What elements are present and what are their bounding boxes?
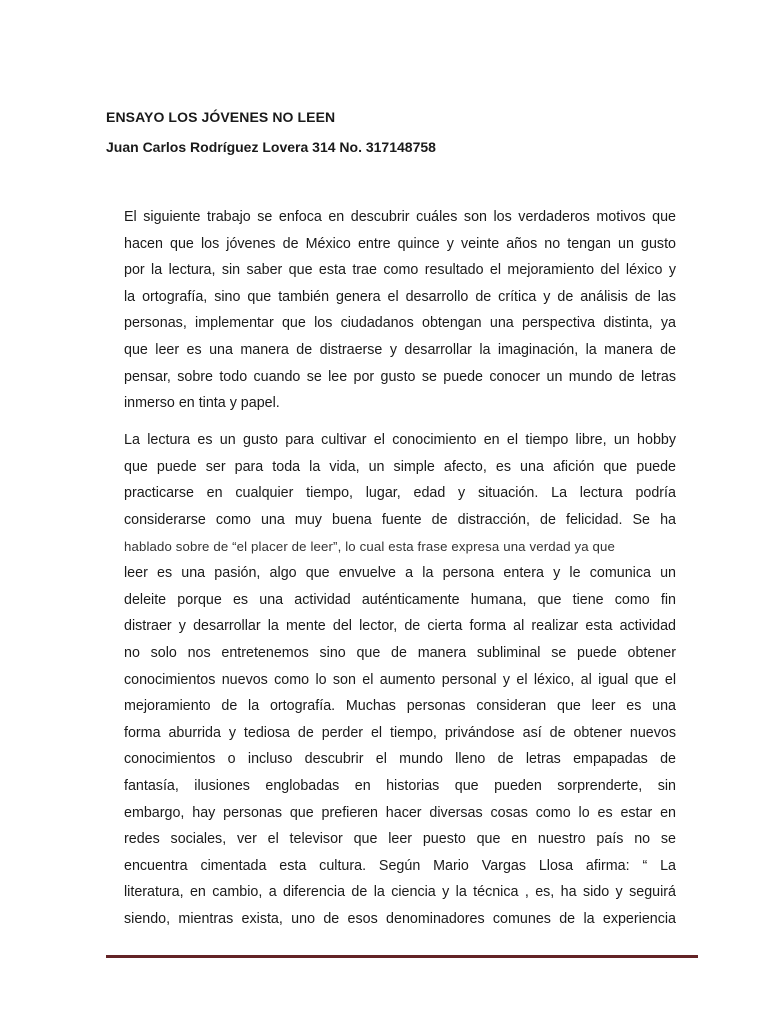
- paragraph-line: la ortografía, sino que también genera el desarrollo de crítica y de análisis de las: [124, 288, 676, 305]
- paragraph-line: practicarse en cualquier tiempo, lugar, edad y situación. La lectura podría: [124, 485, 676, 502]
- paragraph-line: embargo, hay personas que prefieren hacer diversas cosas como lo es estar en: [124, 804, 676, 821]
- paragraph-line: fantasía, ilusiones englobadas en historias que pueden sorprenderte, sin: [124, 777, 676, 794]
- paragraph-line: inmerso en tinta y papel.: [124, 395, 280, 412]
- paragraph-line: leer es una pasión, algo que envuelve a la persona entera y le comunica un: [124, 565, 676, 582]
- paragraph-line: El siguiente trabajo se enfoca en descubrir cuáles son los verdaderos motivos que: [124, 209, 676, 225]
- footer-rule: [106, 955, 698, 958]
- paragraph-line: redes sociales, ver el televisor que leer puesto que en nuestro país no se: [124, 831, 676, 848]
- paragraph-line: que leer es una manera de distraerse y desarrollar la imaginación, la manera de: [124, 341, 676, 358]
- paragraph-line: pensar, sobre todo cuando se lee por gusto se puede conocer un mundo de letras: [124, 368, 676, 385]
- paragraph-line: literatura, en cambio, a diferencia de la ciencia y la técnica , es, ha sido y seguirá: [124, 884, 676, 901]
- author-line: Juan Carlos Rodríguez Lovera 314 No. 317148758: [106, 139, 436, 155]
- paragraph-line: distraer y desarrollar la mente del lector, de cierta forma al realizar esta actividad: [124, 618, 676, 635]
- paragraph-line: hablado sobre de “el placer de leer”, lo cual esta frase expresa una verdad ya que: [124, 538, 616, 554]
- paragraph-line: personas, implementar que los ciudadanos obtengan una perspectiva distinta, ya: [124, 315, 676, 332]
- paragraph-line: encuentra cimentada esta cultura. Según Mario Vargas Llosa afirma: “ La: [124, 857, 676, 874]
- paragraph-line: siendo, mientras exista, uno de esos denominadores comunes de la experiencia: [124, 910, 676, 927]
- paragraph-line: por la lectura, sin saber que esta trae como resultado el mejoramiento del léxico y: [124, 262, 676, 279]
- paragraph-line: deleite porque es una actividad auténticamente humana, que tiene como fin: [124, 591, 676, 608]
- paragraph-1: [124, 204, 676, 417]
- document-title: ENSAYO LOS JÓVENES NO LEEN: [106, 109, 336, 125]
- paragraph-line: hacen que los jóvenes de México entre quince y veinte años no tengan un gusto: [124, 235, 676, 252]
- paragraph-line: La lectura es un gusto para cultivar el conocimiento en el tiempo libre, un hobby: [124, 432, 676, 449]
- paragraph-line: forma aburrida y tediosa de perder el tiempo, privándose así de obtener nuevos: [124, 724, 676, 741]
- paragraph-line: mejoramiento de la ortografía. Muchas personas consideran que leer es una: [124, 698, 676, 715]
- paragraph-line: que puede ser para toda la vida, un simple afecto, es una afición que puede: [124, 458, 676, 475]
- paragraph-2: [124, 427, 676, 932]
- document-body: [124, 204, 676, 933]
- paragraph-line: conocimientos nuevos como lo son el aumento personal y el léxico, al igual que el: [124, 671, 676, 688]
- paragraph-line: considerarse como una muy buena fuente de distracción, de felicidad. Se ha: [124, 512, 676, 529]
- paragraph-line: no solo nos entretenemos sino que de manera subliminal se puede obtener: [124, 645, 676, 661]
- paragraph-line: conocimientos o incluso descubrir el mundo lleno de letras empapadas de: [124, 751, 676, 768]
